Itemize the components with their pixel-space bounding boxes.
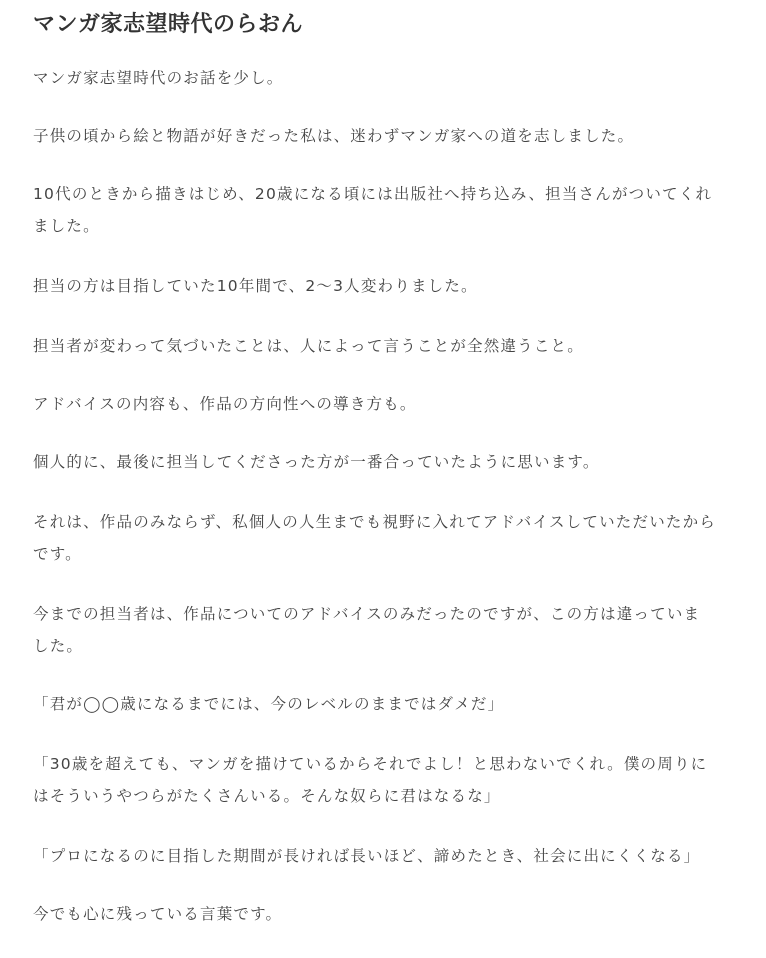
paragraph-line: 「プロになるのに目指した期間が長ければ長いほど、諦めたとき、社会に出にくくなる」 xyxy=(33,847,701,865)
quote-paragraph xyxy=(33,688,733,720)
paragraph-line: 担当者が変わって気づいたことは、人によって言うことが全然違うこと。 xyxy=(33,337,584,355)
paragraph-line: 10代のときから描きはじめ、20歳になる頃には出版社へ持ち込み、担当さんがついてくれ xyxy=(33,185,713,203)
paragraph-line: した。 xyxy=(33,637,84,655)
paragraph xyxy=(33,270,733,302)
paragraph xyxy=(33,62,733,94)
paragraph-line: です。 xyxy=(33,545,82,563)
paragraph-line: アドバイスの内容も、作品の方向性への導き方も。 xyxy=(33,395,417,413)
paragraph xyxy=(33,388,733,420)
paragraph xyxy=(33,506,733,570)
paragraph-line: 今でも心に残っている言葉です。 xyxy=(33,905,283,923)
paragraph xyxy=(33,598,733,662)
quote-paragraph xyxy=(33,840,733,872)
quote-paragraph xyxy=(33,748,733,812)
paragraph xyxy=(33,120,733,152)
paragraph-line: 子供の頃から絵と物語が好きだった私は、迷わずマンガ家への道を志しました。 xyxy=(33,127,635,145)
paragraph-line: はそういうやつらがたくさんいる。そんな奴らに君はなるな」 xyxy=(33,787,501,805)
article-title: マンガ家志望時代のらおん xyxy=(33,12,304,37)
paragraph-line: マンガ家志望時代のお話を少し。 xyxy=(33,69,284,87)
paragraph-line: 担当の方は目指していた10年間で、2〜3人変わりました。 xyxy=(33,277,478,295)
paragraph-line: 個人的に、最後に担当してくださった方が一番合っていたように思います。 xyxy=(33,453,600,471)
paragraph-line: それは、作品のみならず、私個人の人生までも視野に入れてアドバイスしていただいたから xyxy=(33,513,716,531)
paragraph xyxy=(33,178,733,242)
paragraph xyxy=(33,330,733,362)
paragraph-line: 「30歳を超えても、マンガを描けているからそれでよし！と思わないでくれ。僕の周りに xyxy=(33,755,708,773)
paragraph-line: 「君が◯◯歳になるまでには、今のレベルのままではダメだ」 xyxy=(33,695,505,713)
paragraph-line: ました。 xyxy=(33,217,100,235)
paragraph xyxy=(33,446,733,478)
paragraph-line: 今までの担当者は、作品についてのアドバイスのみだったのですが、この方は違っていま xyxy=(33,605,701,623)
paragraph xyxy=(33,898,733,930)
